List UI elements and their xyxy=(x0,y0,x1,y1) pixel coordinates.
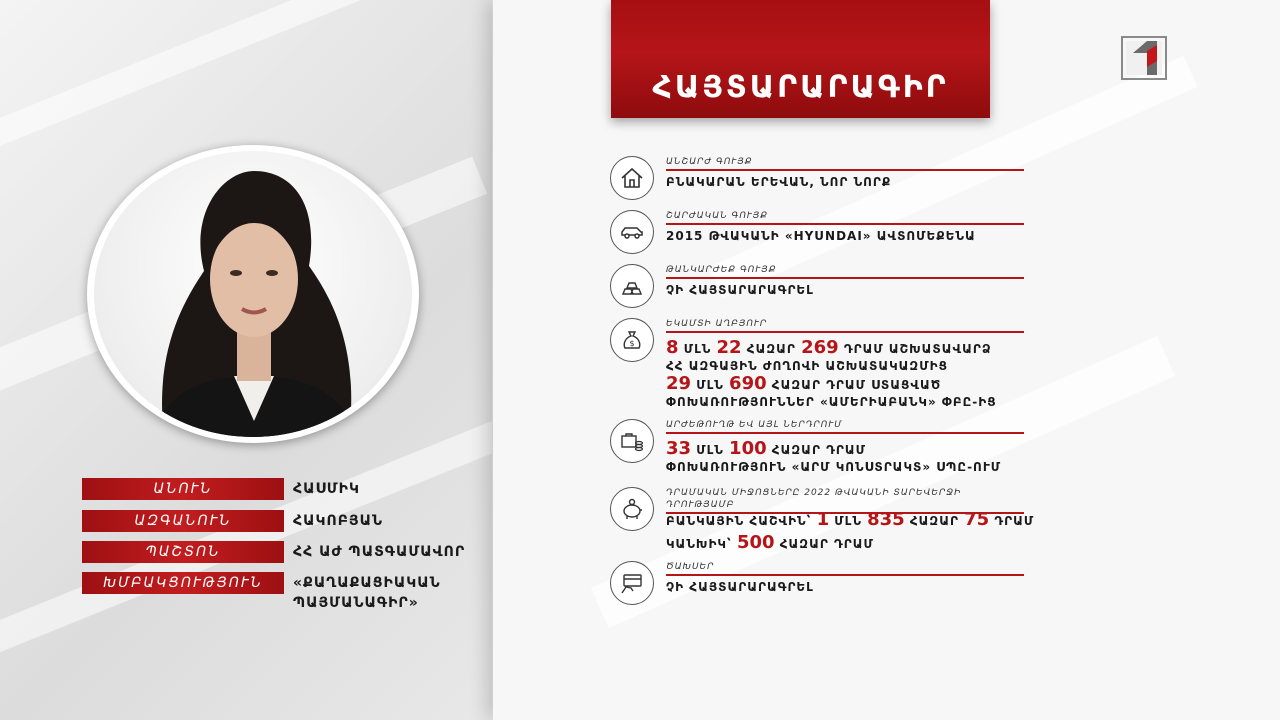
amount-number: 75 xyxy=(964,509,990,530)
amount-number: 22 xyxy=(716,337,742,358)
house-icon xyxy=(610,156,654,200)
amount-number: 100 xyxy=(729,438,767,459)
amount-text: ՄԼՆ xyxy=(691,378,730,392)
item-value xyxy=(666,174,1046,191)
portrait-photo xyxy=(94,151,412,437)
amount-text: ՄԼՆ xyxy=(691,443,730,457)
amount-number: 690 xyxy=(729,373,767,394)
bio-label: ՊԱՇՏՈՆ xyxy=(82,541,284,563)
amount-text: ԲԱՆԿԱՅԻՆ ՀԱՇՎԻՆ՝ xyxy=(666,514,817,528)
bio-value: ՀՀ ԱԺ ՊԱՏԳԱՄԱՎՈՐ xyxy=(293,544,466,560)
item-value xyxy=(666,440,1046,476)
page-title: ՀԱՅՏԱՐԱՐԱԳԻՐ xyxy=(652,70,949,105)
piggy-bank-icon xyxy=(610,487,654,531)
gold-bars-icon xyxy=(610,264,654,308)
debt-card-icon xyxy=(610,561,654,605)
value-line: ՉԻ ՀԱՅՏԱՐԱՐԱԳՐԵԼ xyxy=(666,283,814,297)
value-line xyxy=(666,375,1046,394)
background-shard xyxy=(0,0,466,152)
item-value xyxy=(666,579,1046,596)
amount-number: 835 xyxy=(867,509,905,530)
item-category: ԴՐԱՄԱԿԱՆ ՄԻՋՈՑՆԵՐԸ 2022 ԹՎԱԿԱՆԻ ՏԱՐԵՎԵՐՋԻ ԴՐՈՒԹՅԱՄԲ xyxy=(666,487,1024,514)
item-value xyxy=(666,282,1046,299)
value-line xyxy=(666,532,1046,555)
bio-value: ՀԱԿՈԲՅԱՆ xyxy=(293,513,383,529)
value-line: ԲՆԱԿԱՐԱՆ ԵՐԵՎԱՆ, ՆՈՐ ՆՈՐՔ xyxy=(666,175,892,189)
item-value xyxy=(666,509,1046,555)
amount-text: ՀԱԶԱՐ ԴՐԱՄ ՍՏԱՑՎԱԾ xyxy=(766,378,942,392)
item-category: ՇԱՐԺԱԿԱՆ ԳՈՒՅՔ xyxy=(666,210,1024,225)
amount-number: 29 xyxy=(666,373,692,394)
amount-text: ՀԱԶԱՐ xyxy=(741,342,802,356)
bio-label: ԽՄԲԱԿՑՈՒԹՅՈՒՆ xyxy=(82,572,284,594)
value-line: ՀՀ ԱԶԳԱՅԻՆ ԺՈՂՈՎԻ ԱՇԽԱՏԱԿԱԶՄԻՑ xyxy=(666,359,948,373)
amount-number: 269 xyxy=(801,337,839,358)
briefcase-coins-icon xyxy=(610,419,654,463)
amount-text: ԿԱՆԽԻԿ՝ xyxy=(666,537,737,551)
money-bag-icon xyxy=(610,318,654,362)
amount-number: 33 xyxy=(666,438,692,459)
value-line xyxy=(666,440,1046,459)
amount-text: ՀԱԶԱՐ xyxy=(904,514,965,528)
item-category: ԵԿԱՄՏԻ ԱՂԲՅՈՒՐ xyxy=(666,318,1024,333)
amount-number: 1 xyxy=(816,509,830,530)
bio-label: ԱԶԳԱՆՈՒՆ xyxy=(82,510,284,532)
amount-text: ՄԼՆ xyxy=(678,342,717,356)
item-category: ԹԱՆԿԱՐԺԵՔ ԳՈՒՅՔ xyxy=(666,264,1024,279)
value-line: ՉԻ ՀԱՅՏԱՐԱՐԱԳՐԵԼ xyxy=(666,580,814,594)
item-category: ԱՆՇԱՐԺ ԳՈՒՅՔ xyxy=(666,156,1024,171)
amount-number: 500 xyxy=(736,532,775,553)
background-shard xyxy=(0,416,492,654)
bio-value: ՀԱՍՄԻԿ xyxy=(293,481,360,497)
amount-text: ԴՐԱՄ ԱՇԽԱՏԱՎԱՐՁ xyxy=(838,342,992,356)
item-value xyxy=(666,228,1046,245)
amount-text: ՀԱԶԱՐ ԴՐԱՄ xyxy=(766,443,866,457)
value-line: 2015 ԹՎԱԿԱՆԻ «HYUNDAI» ԱՎՏՈՄԵՔԵՆԱ xyxy=(666,229,976,243)
item-category: ԾԱԽՍԵՐ xyxy=(666,561,1024,576)
bio-value-line: «ՔԱՂԱՔԱՑԻԱԿԱՆ xyxy=(293,575,441,591)
bio-value xyxy=(293,573,513,613)
value-line: ՓՈԽԱՌՈՒԹՅՈՒՆ «ԱՐՄ ԿՈՆՍՏՐԱԿՏ» ՍՊԸ-ՈՒՄ xyxy=(666,460,1002,474)
item-category: ԱՐԺԵԹՈՒՂԹ ԵՎ ԱՅԼ ՆԵՐԴՐՈՒՄ xyxy=(666,419,1024,434)
item-value xyxy=(666,339,1046,411)
value-line: ՓՈԽԱՌՈՒԹՅՈՒՆՆԵՐ «ԱՄԵՐԻԱԲԱՆԿ» ՓԲԸ-ԻՑ xyxy=(666,395,997,409)
value-line xyxy=(666,339,1046,358)
value-line xyxy=(666,509,1046,532)
amount-number: 8 xyxy=(666,337,679,358)
amount-text: ԴՐԱՄ xyxy=(989,514,1035,528)
svg-text:$: $ xyxy=(629,339,635,348)
amount-text: ՀԱԶԱՐ ԴՐԱՄ xyxy=(774,537,874,551)
bio-label: ԱՆՈՒՆ xyxy=(82,478,284,500)
channel-logo-icon xyxy=(1121,31,1167,81)
amount-text: ՄԼՆ xyxy=(829,514,868,528)
car-icon xyxy=(610,210,654,254)
bio-value-line: ՊԱՅՄԱՆԱԳԻՐ» xyxy=(293,595,419,611)
title-banner xyxy=(611,0,990,118)
